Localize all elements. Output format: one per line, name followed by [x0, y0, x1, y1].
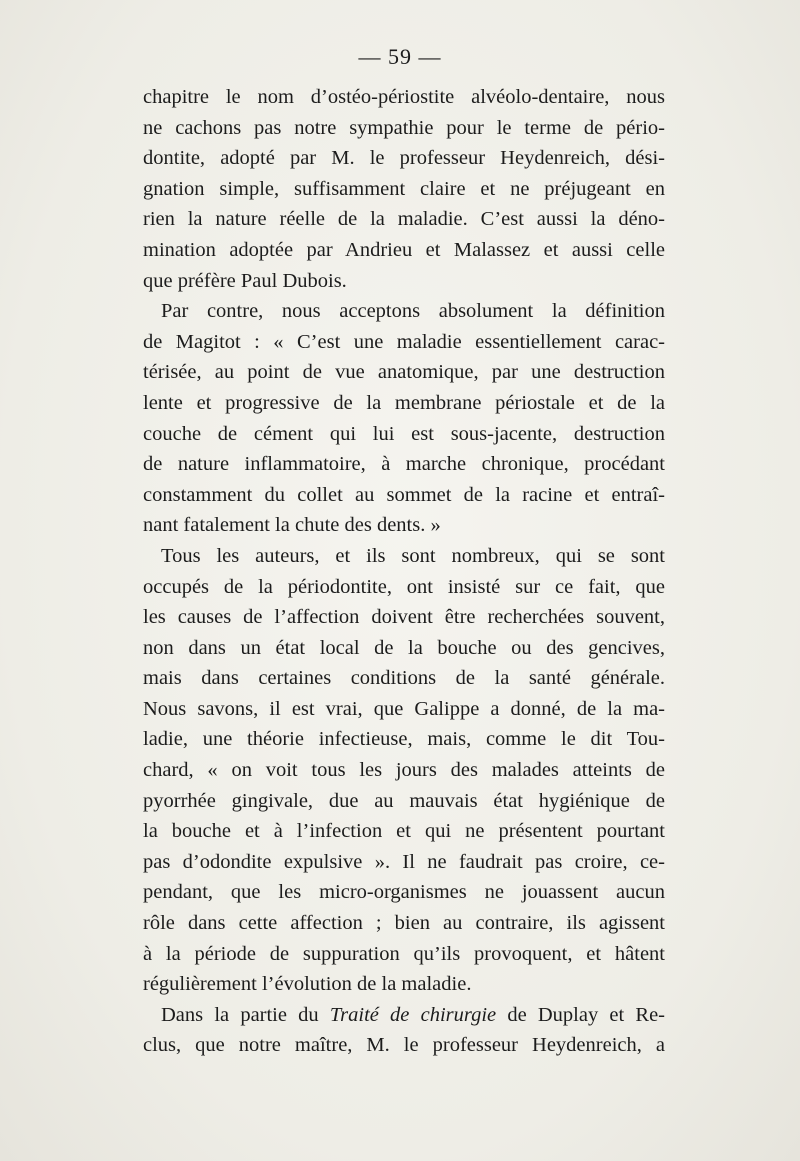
text-segment: Dans la partie du: [161, 1003, 330, 1026]
text-line: dontite, adopté par M. le professeur Heydenreich, dési-: [143, 147, 665, 170]
text-line: pyorrhée gingivale, due au mauvais état hygiénique de: [143, 789, 665, 812]
text-line: rôle dans cette affection ; bien au contraire, ils agissent: [143, 912, 665, 935]
text-line: constamment du collet au sommet de la racine et entraî-: [143, 483, 665, 506]
text-line: nant fatalement la chute des dents. »: [143, 514, 441, 537]
text-segment: de Duplay et Re-: [496, 1003, 665, 1026]
text-line: gnation simple, suffisamment claire et ne préjugeant en: [143, 177, 665, 200]
text-line: mination adoptée par Andrieu et Malassez et aussi celle: [143, 238, 665, 261]
text-line: lente et progressive de la membrane périostale et de la: [143, 391, 665, 414]
text-line-last-para-1: [143, 1000, 665, 1031]
text-line: chapitre le nom d’ostéo-périostite alvéolo-dentaire, nous: [143, 86, 665, 108]
text-line: pendant, que les micro-organismes ne jouassent aucun: [143, 881, 665, 904]
text-line: pas d’odondite expulsive ». Il ne faudrait pas croire, ce-: [143, 850, 665, 873]
text-line: chard, « on voit tous les jours des malades atteints de: [143, 759, 665, 782]
text-line: non dans un état local de la bouche ou des gencives,: [143, 636, 665, 659]
text-line: mais dans certaines conditions de la santé générale.: [143, 667, 665, 690]
text-line: ne cachons pas notre sympathie pour le terme de pério-: [143, 116, 665, 139]
text-line: à la période de suppuration qu’ils provoquent, et hâtent: [143, 942, 665, 965]
text-line: Par contre, nous acceptons absolument la définition: [161, 300, 665, 323]
text-line: occupés de la périodontite, ont insisté sur ce fait, que: [143, 575, 665, 598]
text-line: de Magitot : « C’est une maladie essentiellement carac-: [143, 330, 665, 353]
text-line: les causes de l’affection doivent être recherchées souvent,: [143, 606, 665, 629]
text-line: que préfère Paul Dubois.: [143, 269, 347, 292]
text-line: Tous les auteurs, et ils sont nombreux, qui se sont: [161, 544, 665, 567]
text-line: la bouche et à l’infection et qui ne présentent pourtant: [143, 820, 665, 843]
text-line: de nature inflammatoire, à marche chronique, procédant: [143, 453, 665, 476]
body-text: [143, 82, 665, 1061]
text-line-last-para-2: clus, que notre maître, M. le professeur Heydenreich, a: [143, 1034, 665, 1057]
text-line: Nous savons, il est vrai, que Galippe a donné, de la ma-: [143, 697, 665, 720]
text-line: régulièrement l’évolution de la maladie.: [143, 973, 472, 996]
text-line: rien la nature réelle de la maladie. C’est aussi la déno-: [143, 208, 665, 231]
text-lines: [143, 82, 665, 1000]
page-number: — 59 —: [358, 44, 442, 69]
book-title-italic: Traité de chirurgie: [329, 1003, 497, 1026]
text-line: couche de cément qui lui est sous-jacente, destruction: [143, 422, 665, 445]
text-line: ladie, une théorie infectieuse, mais, comme le dit Tou-: [143, 728, 665, 751]
text-line: térisée, au point de vue anatomique, par une destruction: [143, 361, 665, 384]
